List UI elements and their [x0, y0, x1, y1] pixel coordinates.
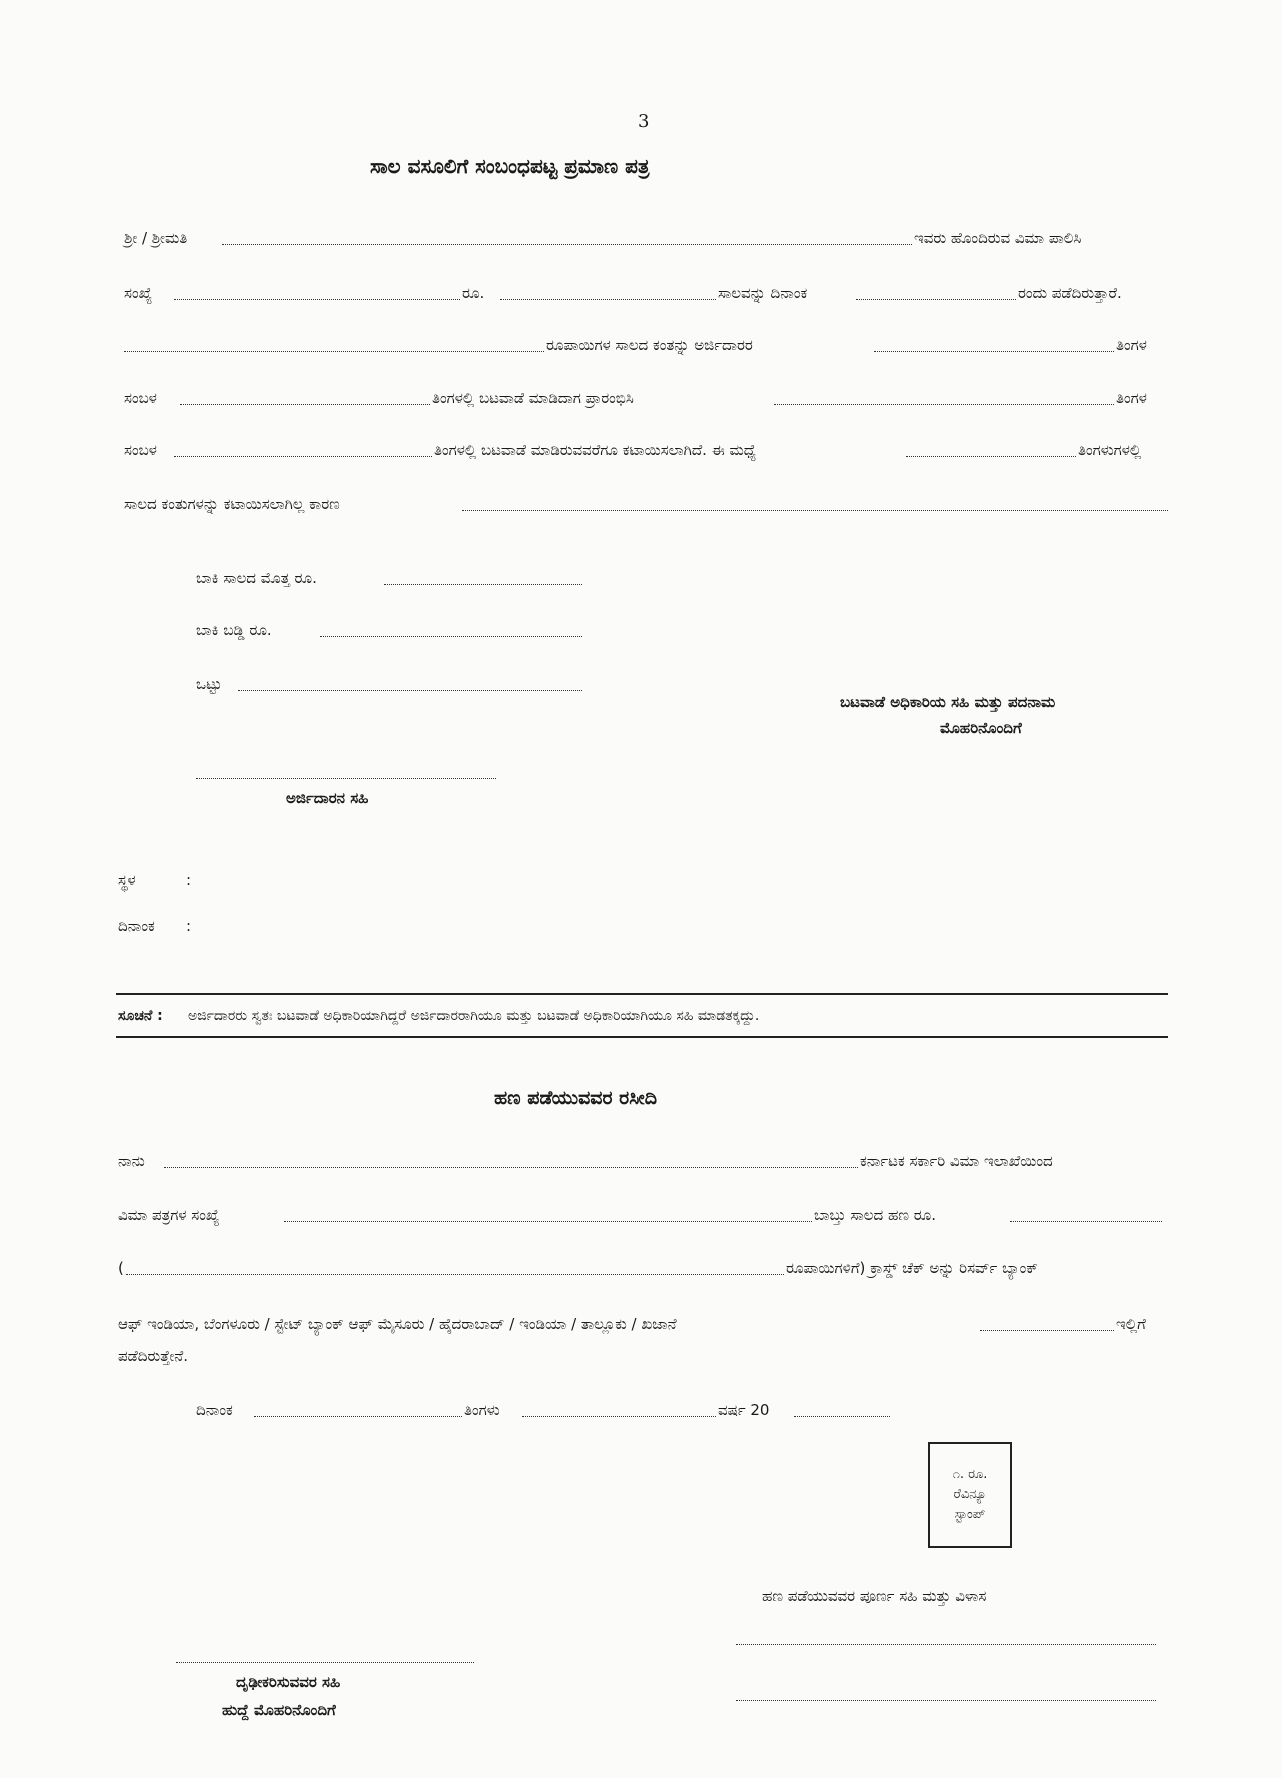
- cert-policy-number-field[interactable]: [174, 299, 460, 300]
- cert-end-month-field[interactable]: [174, 456, 432, 457]
- payee-address-field[interactable]: [736, 1700, 1156, 1701]
- cert-line3-text: ರೂಪಾಯಿಗಳ ಸಾಲದ ಕಂತನ್ನು ಅರ್ಜಿದಾರರ: [546, 336, 753, 354]
- receipt-month-field[interactable]: [522, 1416, 716, 1417]
- attester-seal-label: ಹುದ್ದೆ ಮೊಹರಿನೊಂದಿಗೆ: [222, 1701, 336, 1719]
- receipt-amount-words-field[interactable]: [126, 1274, 784, 1275]
- balance-interest-label: ಬಾಕಿ ಬಡ್ಡಿ ರೂ.: [196, 621, 272, 639]
- cert-line2-loan-date-label: ಸಾಲವನ್ನು ದಿನಾಂಕ: [718, 284, 808, 302]
- cert-line4-suffix: ತಿಂಗಳ: [1116, 389, 1147, 407]
- cert-line5-label: ಸಂಬಳ: [124, 441, 157, 459]
- receipt-line4-text: ಆಫ್ ಇಂಡಿಯಾ, ಬೆಂಗಳೂರು / ಸ್ಟೇಟ್ ಬ್ಯಾಂಕ್ ಆಫ್ ಮೈಸೂರು / ಹೈದರಾಬಾದ್ / ಇಂಡಿಯಾ / ತಾಲ್ಲೂಕು / ಖಜಾನೆ: [118, 1315, 677, 1333]
- receipt-year-label: ವರ್ಷ 20: [718, 1401, 770, 1419]
- cert-line1-suffix: ಇವರು ಹೊಂದಿರುವ ವಿಮಾ ಪಾಲಿಸಿ: [914, 229, 1082, 247]
- cert-line4-label: ಸಂಬಳ: [124, 389, 157, 407]
- note-bottom-rule: [116, 1036, 1168, 1038]
- payee-sign-label: ಹಣ ಪಡೆಯುವವರ ಪೂರ್ಣ ಸಹಿ ಮತ್ತು ವಿಳಾಸ: [762, 1587, 987, 1605]
- receipt-day-field[interactable]: [254, 1416, 462, 1417]
- cert-line5-text: ತಿಂಗಳಲ್ಲಿ ಬಟವಾಡೆ ಮಾಡಿರುವವರೆಗೂ ಕಟಾಯಿಸಲಾಗಿದೆ. ಈ ಮಧ್ಯೆ: [434, 441, 757, 459]
- receipt-line2-text: ಬಾಬ್ತು ಸಾಲದ ಹಣ ರೂ.: [814, 1206, 937, 1224]
- receipt-line4-suffix: ಇಲ್ಲಿಗೆ: [1116, 1315, 1146, 1333]
- page-number: 3: [638, 111, 650, 132]
- cert-name-field[interactable]: [222, 244, 912, 245]
- cert-line2-rupees: ರೂ.: [462, 284, 485, 302]
- receipt-name-field[interactable]: [164, 1167, 858, 1168]
- receipt-line2-label: ವಿಮಾ ಪತ್ರಗಳ ಸಂಖ್ಯೆ: [118, 1206, 220, 1224]
- cert-line2-label: ಸಂಖ್ಯೆ: [124, 284, 153, 302]
- revenue-stamp-box[interactable]: [928, 1442, 1012, 1548]
- note-top-rule: [116, 993, 1168, 995]
- receipt-line3-text: ರೂಪಾಯಿಗಳಿಗೆ) ಕ್ರಾಸ್ಡ್ ಚೆಕ್ ಅನ್ನು ರಿಸರ್ವ್ ಬ್ಯಾಂಕ್: [786, 1259, 1038, 1277]
- stamp-revenue: ರೆವಿನ್ಯೂ: [953, 1487, 987, 1502]
- applicant-sign-label: ಅರ್ಜಿದಾರನ ಸಹಿ: [286, 789, 369, 807]
- cert-start-month-field[interactable]: [180, 404, 430, 405]
- cert-line4-text: ತಿಂಗಳಲ್ಲಿ ಬಟವಾಡೆ ಮಾಡಿದಾಗ ಪ್ರಾರಂಭಿಸಿ: [432, 389, 634, 407]
- attester-sign-label: ದೃಢೀಕರಿಸುವವರ ಸಹಿ: [236, 1673, 341, 1691]
- cert-line5-suffix: ತಿಂಗಳುಗಳಲ್ಲಿ: [1078, 441, 1142, 459]
- cert-applicant-month-field[interactable]: [874, 351, 1114, 352]
- receipt-amount-field[interactable]: [1010, 1221, 1162, 1222]
- receipt-line5-text: ಪಡೆದಿರುತ್ತೇನೆ.: [118, 1347, 189, 1365]
- officer-seal-label: ಮೊಹರಿನೊಂದಿಗೆ: [940, 719, 1022, 737]
- date-colon: :: [186, 917, 192, 935]
- cert-line2-suffix: ರಂದು ಪಡೆದಿರುತ್ತಾರೆ.: [1018, 284, 1122, 302]
- receipt-date-label: ದಿನಾಂಕ: [196, 1401, 233, 1419]
- receipt-line3-paren: (: [118, 1259, 124, 1277]
- receipt-title: ಹಣ ಪಡೆಯುವವರ ರಸೀದಿ: [494, 1087, 658, 1109]
- certificate-title: ಸಾಲ ವಸೂಲಿಗೆ ಸಂಬಂಧಪಟ್ಟ ಪ್ರಮಾಣ ಪತ್ರ: [370, 154, 650, 178]
- receipt-year-field[interactable]: [794, 1416, 890, 1417]
- balance-interest-field[interactable]: [320, 636, 582, 637]
- stamp-word: ಸ್ಟಾಂಪ್: [954, 1507, 986, 1522]
- receipt-treasury-field[interactable]: [980, 1330, 1114, 1331]
- total-label: ಒಟ್ಟು: [196, 675, 222, 693]
- applicant-sign-field[interactable]: [196, 778, 496, 779]
- cert-start-salary-field[interactable]: [774, 404, 1114, 405]
- total-field[interactable]: [238, 690, 582, 691]
- cert-line6-label: ಸಾಲದ ಕಂತುಗಳನ್ನು ಕಟಾಯಿಸಲಾಗಿಲ್ಲ ಕಾರಣ: [124, 495, 340, 513]
- note-text: ಅರ್ಜಿದಾರರು ಸ್ವತಃ ಬಟವಾಡೆ ಅಧಿಕಾರಿಯಾಗಿದ್ದರೆ ಅರ್ಜಿದಾರರಾಗಿಯೂ ಮತ್ತು ಬಟವಾಡೆ ಅಧಿಕಾರಿಯಾಗಿಯೂ ಸಹಿ ಮಾಡತಕ್ಕದ್ದು.: [188, 1008, 760, 1024]
- receipt-line1-suffix: ಕರ್ನಾಟಕ ಸರ್ಕಾರಿ ವಿಮಾ ಇಲಾಖೆಯಿಂದ: [860, 1152, 1053, 1170]
- cert-loan-date-field[interactable]: [856, 299, 1016, 300]
- date-label: ದಿನಾಂಕ: [118, 917, 155, 935]
- note-label: ಸೂಚನೆ :: [118, 1008, 163, 1024]
- place-label: ಸ್ಥಳ: [118, 871, 136, 889]
- balance-loan-field[interactable]: [384, 584, 582, 585]
- cert-loan-amount-field[interactable]: [500, 299, 716, 300]
- receipt-month-label: ತಿಂಗಳು: [464, 1401, 500, 1419]
- cert-missed-months-field[interactable]: [906, 456, 1076, 457]
- place-colon: :: [186, 871, 192, 889]
- receipt-policy-numbers-field[interactable]: [284, 1221, 812, 1222]
- cert-installment-amount-field[interactable]: [124, 351, 544, 352]
- cert-line3-suffix: ತಿಂಗಳ: [1116, 336, 1147, 354]
- payee-sign-field[interactable]: [736, 1644, 1156, 1645]
- receipt-line1-label: ನಾನು: [118, 1152, 145, 1170]
- balance-loan-label: ಬಾಕಿ ಸಾಲದ ಮೊತ್ತ ರೂ.: [196, 569, 317, 587]
- officer-sign-label: ಬಟವಾಡೆ ಅಧಿಕಾರಿಯ ಸಹಿ ಮತ್ತು ಪದನಾಮ: [840, 693, 1056, 711]
- cert-line1-prefix: ಶ್ರೀ / ಶ್ರೀಮತಿ: [124, 229, 188, 247]
- attester-sign-field[interactable]: [176, 1662, 474, 1663]
- stamp-value: ೧. ರೂ.: [952, 1467, 988, 1482]
- cert-reason-field[interactable]: [462, 510, 1168, 511]
